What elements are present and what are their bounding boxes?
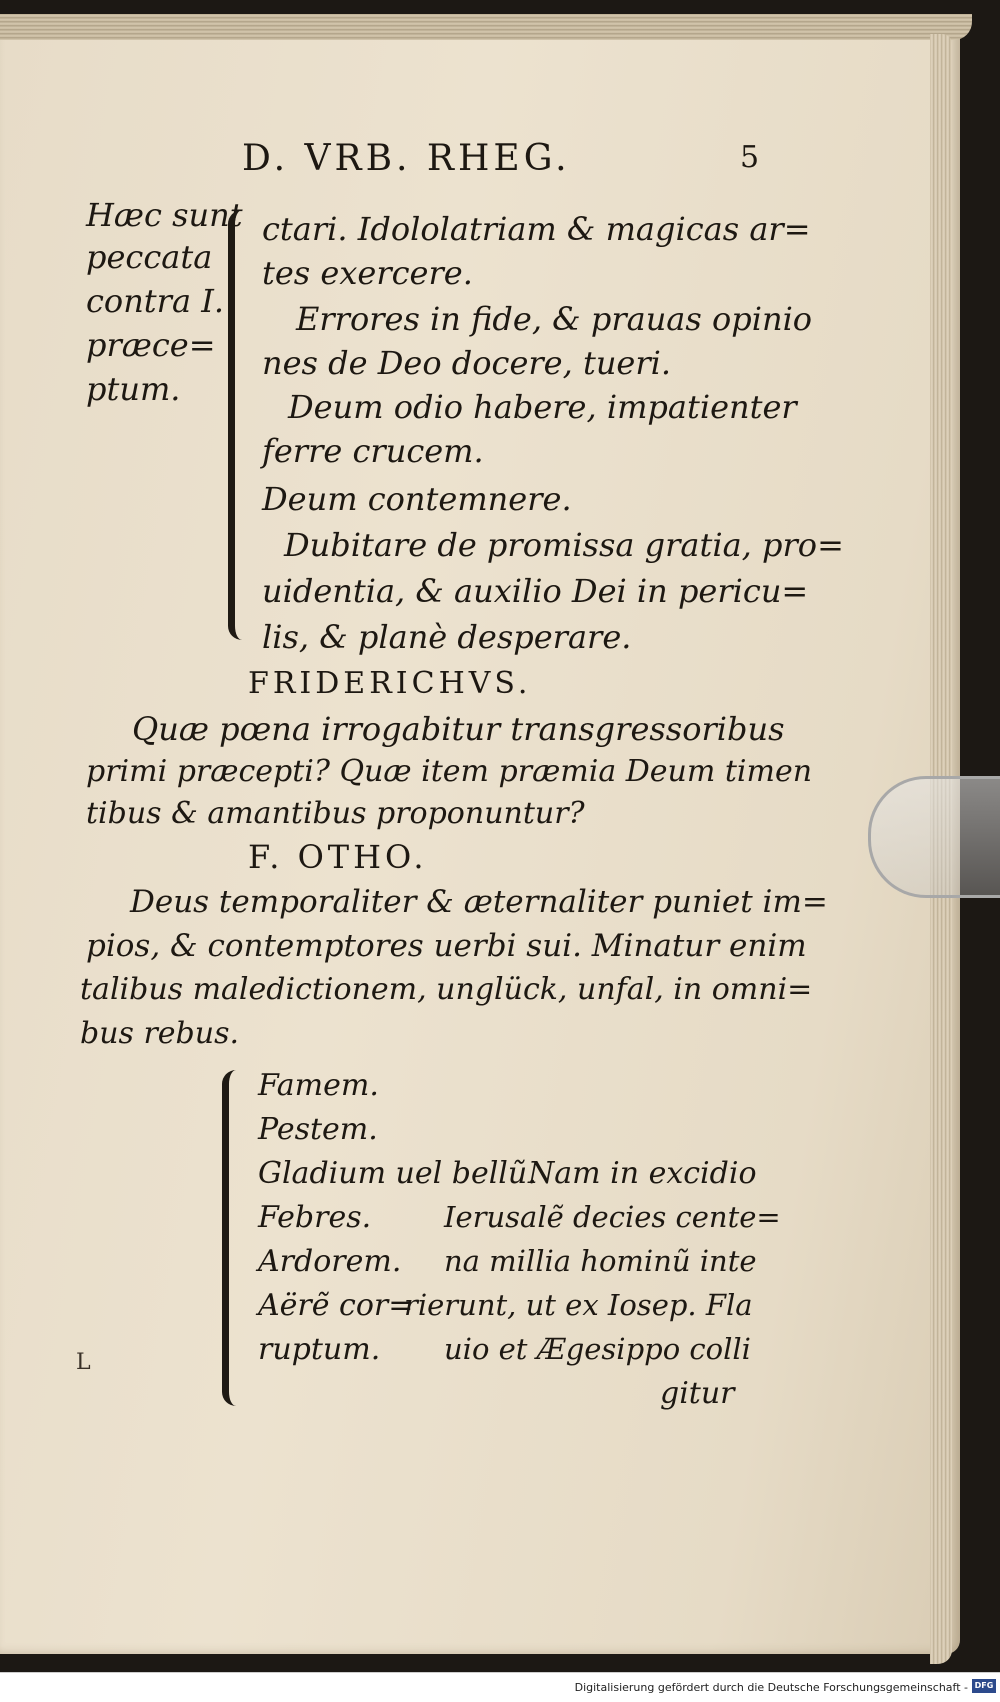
sin-line: Deum odio habere, impatienter — [288, 388, 797, 426]
running-head: D. VRB. RHEG. — [242, 138, 571, 179]
punishment-item: Ardorem. — [258, 1244, 402, 1279]
marginal-note-line: Nam in excidio — [528, 1156, 757, 1191]
page-clip — [868, 776, 1000, 898]
punishment-item: Gladium uel bellũ. — [258, 1156, 537, 1191]
sin-line: tes exercere. — [262, 254, 473, 292]
punishments-brace — [222, 1070, 241, 1406]
question-line: primi præcepti? Quæ item præmia Deum timen — [86, 754, 813, 789]
answer-line: bus rebus. — [80, 1016, 240, 1051]
page-number: 5 — [740, 140, 760, 175]
punishment-item: ruptum. — [258, 1332, 381, 1367]
sidenote-line: præce= — [86, 326, 216, 364]
marginal-note-line: Ierusalẽ decies cente= — [444, 1200, 781, 1234]
punishment-item: Pestem. — [258, 1112, 378, 1147]
dfg-logo-icon: DFG — [972, 1679, 996, 1693]
sidenote-line: ptum. — [86, 370, 181, 408]
punishment-item: Aërẽ cor= — [258, 1288, 414, 1323]
sin-line: Errores in fide, & prauas opinio — [296, 300, 813, 338]
answer-line: talibus maledictionem, unglück, unfal, in omni= — [80, 972, 813, 1007]
digitization-footer — [0, 1672, 1000, 1702]
sins-brace — [228, 210, 247, 640]
page-top-edges — [0, 14, 972, 40]
speaker-otho: F. OTHO. — [248, 838, 428, 876]
speaker-friderichus: FRIDERICHVS. — [248, 666, 532, 701]
sidenote-line: peccata — [86, 238, 213, 276]
signature-mark: L — [76, 1350, 91, 1375]
sin-line: ferre crucem. — [262, 432, 484, 470]
answer-line: pios, & contemptores uerbi sui. Minatur enim — [86, 928, 807, 964]
marginal-note-line: uio et Ægesippo colli — [444, 1332, 751, 1366]
sidenote-line: Hæc sunt — [86, 196, 243, 234]
question-line: tibus & amantibus proponuntur? — [86, 796, 585, 831]
sin-line: uidentia, & auxilio Dei in pericu= — [262, 572, 809, 610]
book-page — [0, 14, 960, 1654]
sin-line: ctari. Idololatriam & magicas ar= — [262, 210, 811, 248]
catchword: gitur — [660, 1376, 735, 1411]
marginal-note-line: na millia hominũ inte — [444, 1244, 757, 1278]
marginal-note-line: rierunt, ut ex Iosep. Fla — [404, 1288, 753, 1322]
sin-line: lis, & planè desperare. — [262, 618, 632, 656]
punishment-item: Febres. — [258, 1200, 372, 1235]
sin-line: Deum contemnere. — [262, 480, 572, 518]
sin-line: Dubitare de promissa gratia, pro= — [284, 526, 844, 564]
sin-line: nes de Deo docere, tueri. — [262, 344, 672, 382]
sidenote-line: contra I. — [86, 282, 225, 320]
punishment-item: Famem. — [258, 1068, 379, 1103]
answer-line: Deus temporaliter & æternaliter puniet im= — [130, 884, 828, 920]
question-line: Quæ pœna irrogabitur transgressoribus — [132, 710, 785, 748]
footer-credit: Digitalisierung gefördert durch die Deutsche Forschungsgemeinschaft - — [574, 1681, 968, 1694]
